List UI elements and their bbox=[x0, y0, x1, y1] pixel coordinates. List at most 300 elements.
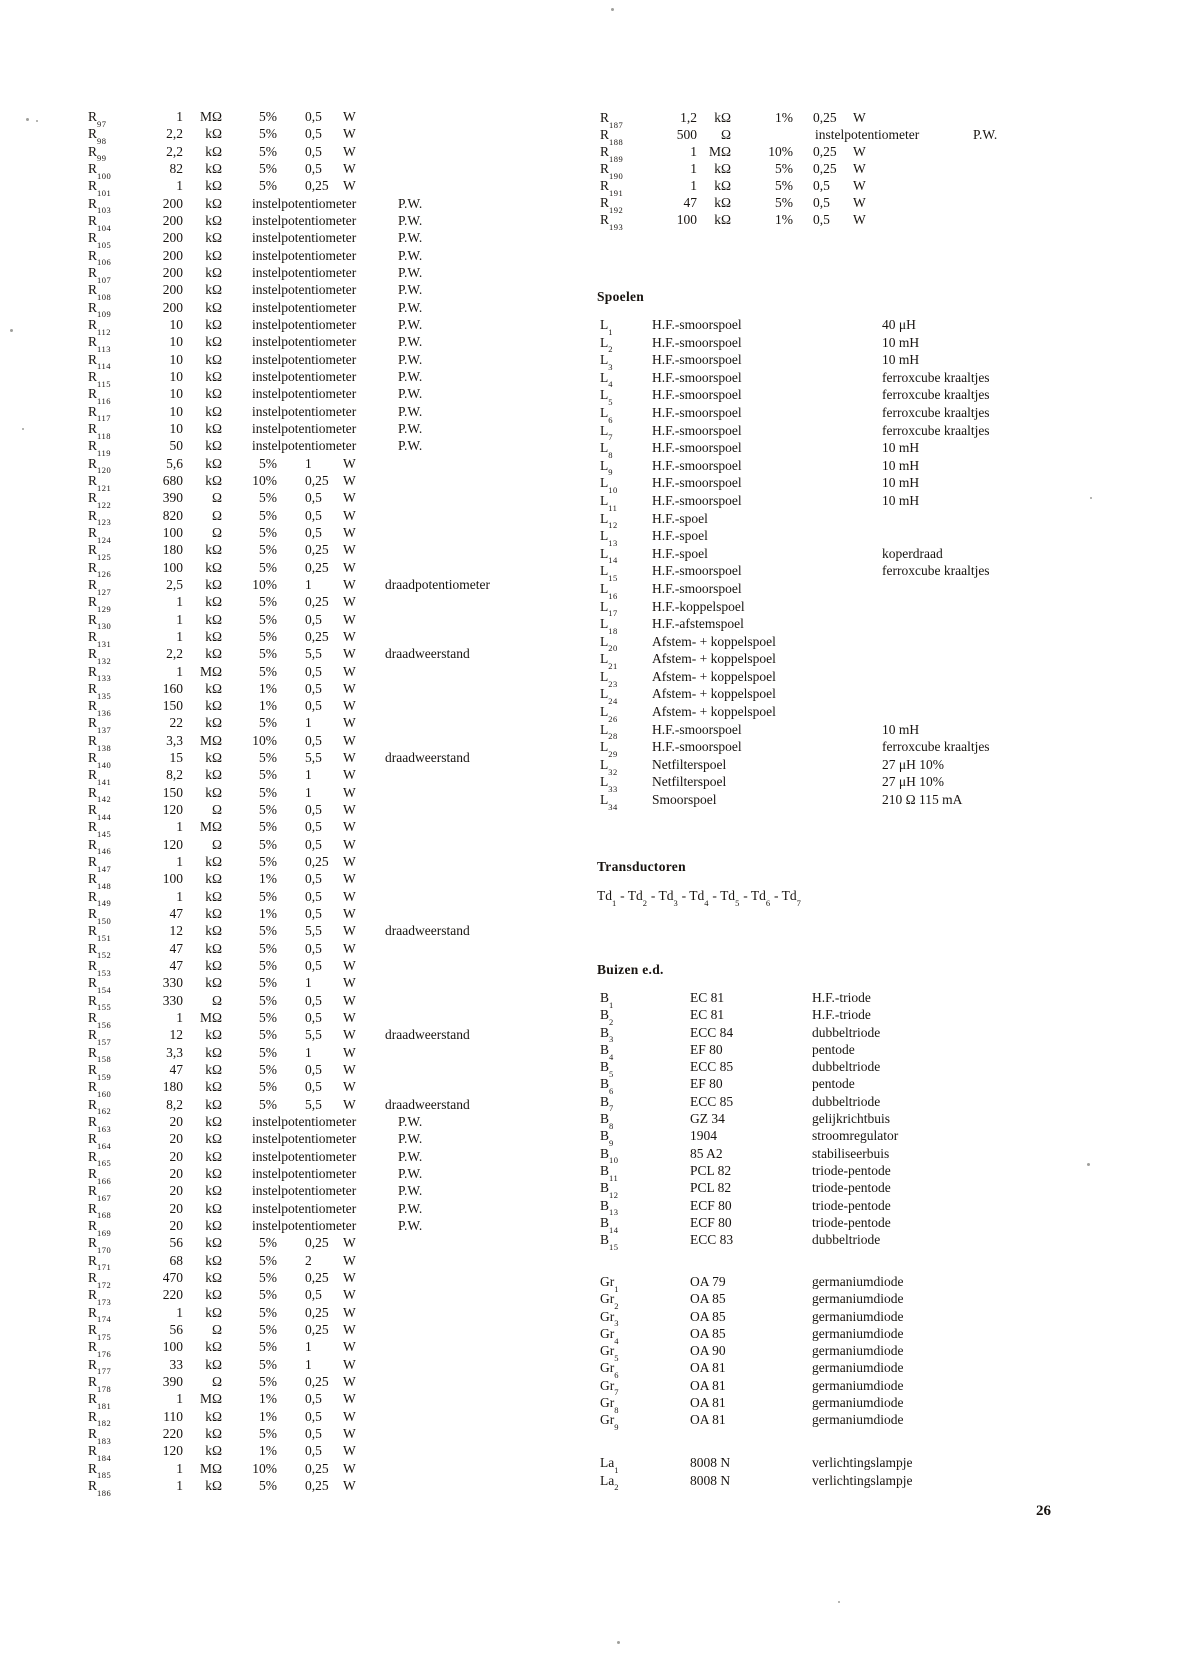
coil-ref: $L_{28}$ bbox=[600, 721, 618, 742]
resistor-note: draadweerstand bbox=[385, 750, 470, 766]
resistor-ref: $R_{148}$ bbox=[88, 871, 112, 892]
resistor-tolerance: 5% bbox=[259, 126, 277, 142]
resistor-value: 20 bbox=[169, 1183, 183, 1199]
resistor-wattage: 0,5 bbox=[813, 195, 830, 210]
resistor-wattage: 1 bbox=[305, 1044, 312, 1060]
resistor-ref: $R_{190}$ bbox=[600, 161, 624, 181]
resistor-unit: kΩ bbox=[205, 282, 222, 298]
resistor-type: instelpotentiometer bbox=[252, 247, 357, 263]
resistor-tolerance: 1% bbox=[259, 1443, 277, 1459]
resistor-watt-unit: W bbox=[343, 784, 356, 800]
resistor-wattage: 0,5 bbox=[305, 490, 322, 506]
resistor-unit: kΩ bbox=[205, 1218, 222, 1233]
resistor-ref: $R_{119}$ bbox=[88, 438, 111, 458]
coil-description: H.F.-smoorspoel bbox=[652, 580, 742, 596]
resistor-type: instelpotentiometer bbox=[252, 264, 357, 280]
resistor-ref: $R_{160}$ bbox=[88, 1079, 112, 1100]
resistor-value: 2,2 bbox=[166, 143, 183, 159]
resistor-wattage: 0,5 bbox=[305, 1408, 322, 1424]
tube-spec: triode-pentode bbox=[812, 1197, 891, 1213]
resistor-unit: MΩ bbox=[199, 1010, 222, 1026]
resistor-unit: kΩ bbox=[205, 1269, 222, 1285]
scan-speck bbox=[838, 1601, 840, 1603]
resistor-tolerance: 5% bbox=[259, 767, 277, 783]
resistor-ref: $R_{168}$ bbox=[88, 1200, 112, 1221]
resistor-watt-unit: W bbox=[343, 611, 356, 627]
resistor-ref: $R_{169}$ bbox=[88, 1218, 112, 1238]
resistor-value: 20 bbox=[169, 1114, 183, 1130]
resistor-pw: P.W. bbox=[398, 351, 423, 367]
tube-spec: pentode bbox=[812, 1076, 855, 1092]
resistor-value: 200 bbox=[162, 212, 183, 228]
resistor-wattage: 0,25 bbox=[305, 1235, 329, 1251]
resistor-pw: P.W. bbox=[398, 1183, 423, 1199]
resistor-pw: P.W. bbox=[398, 1166, 423, 1182]
resistor-watt-unit: W bbox=[343, 178, 356, 194]
tube-ref: $B_4$ bbox=[600, 1041, 614, 1062]
resistor-watt-unit: W bbox=[343, 109, 356, 124]
resistor-ref: $R_{165}$ bbox=[88, 1148, 112, 1169]
resistor-tolerance: 5% bbox=[259, 559, 277, 575]
resistor-unit: kΩ bbox=[205, 542, 222, 558]
resistor-tolerance: 5% bbox=[259, 975, 277, 991]
resistor-ref: $R_{127}$ bbox=[88, 576, 112, 597]
resistor-unit: kΩ bbox=[205, 1443, 222, 1459]
tube-description: GZ 34 bbox=[690, 1111, 725, 1127]
resistor-ref: $R_{129}$ bbox=[88, 594, 112, 614]
resistor-wattage: 0,5 bbox=[305, 1062, 322, 1078]
coil-spec: 27 μH 10% bbox=[882, 756, 944, 772]
resistor-unit: MΩ bbox=[708, 144, 731, 159]
coil-description: H.F.-smoorspoel bbox=[652, 721, 742, 737]
tube-ref: $B_6$ bbox=[600, 1076, 614, 1097]
resistor-value: 1 bbox=[690, 178, 697, 193]
resistor-pw: P.W. bbox=[398, 195, 423, 211]
resistor-ref: $R_{106}$ bbox=[88, 247, 112, 268]
resistor-watt-unit: W bbox=[343, 1477, 356, 1493]
resistor-ref: $R_{150}$ bbox=[88, 906, 112, 926]
tube-description: ECC 84 bbox=[690, 1024, 734, 1040]
resistor-unit: kΩ bbox=[205, 750, 222, 766]
diode-ref: $Gr_4$ bbox=[600, 1325, 619, 1346]
resistor-ref: $R_{154}$ bbox=[88, 975, 112, 996]
resistor-tolerance: 5% bbox=[259, 109, 277, 124]
resistor-watt-unit: W bbox=[343, 1356, 356, 1372]
tube-description: PCL 82 bbox=[690, 1162, 732, 1178]
resistor-wattage: 0,5 bbox=[305, 1287, 322, 1303]
resistor-unit: kΩ bbox=[205, 299, 222, 315]
resistor-value: 10 bbox=[169, 420, 183, 436]
resistor-wattage: 5,5 bbox=[305, 750, 322, 766]
resistor-unit: kΩ bbox=[205, 1183, 222, 1199]
resistor-pw: P.W. bbox=[398, 368, 423, 384]
resistor-value: 1 bbox=[176, 854, 183, 870]
resistor-value: 10 bbox=[169, 403, 183, 419]
resistor-unit: kΩ bbox=[714, 195, 731, 210]
resistor-value: 10 bbox=[169, 316, 183, 332]
resistor-pw: P.W. bbox=[398, 316, 423, 332]
resistor-tolerance: 5% bbox=[259, 490, 277, 506]
resistor-wattage: 0,5 bbox=[305, 680, 322, 696]
coil-ref: $L_8$ bbox=[600, 440, 613, 460]
coil-ref: $L_{29}$ bbox=[600, 739, 618, 759]
resistor-unit: kΩ bbox=[205, 1148, 222, 1164]
resistor-watt-unit: W bbox=[343, 1443, 356, 1459]
resistor-value: 200 bbox=[162, 195, 183, 211]
resistor-ref: $R_{164}$ bbox=[88, 1131, 112, 1152]
resistor-ref: $R_{107}$ bbox=[88, 264, 112, 285]
resistor-type: instelpotentiometer bbox=[252, 403, 357, 419]
diode-ref: $Gr_9$ bbox=[600, 1412, 619, 1433]
resistor-value: 1 bbox=[690, 144, 697, 159]
resistor-unit: kΩ bbox=[205, 195, 222, 211]
resistor-ref: $R_{183}$ bbox=[88, 1425, 112, 1446]
resistor-pw: P.W. bbox=[398, 420, 423, 436]
resistor-tolerance: 10% bbox=[252, 472, 277, 488]
resistor-pw: P.W. bbox=[398, 1114, 423, 1130]
resistor-watt-unit: W bbox=[343, 1235, 356, 1251]
resistor-unit: kΩ bbox=[205, 1114, 222, 1130]
resistor-tolerance: 10% bbox=[252, 576, 277, 592]
page-number: 26 bbox=[1036, 1503, 1051, 1519]
resistor-tolerance: 1% bbox=[775, 212, 793, 227]
resistor-value: 56 bbox=[169, 1235, 183, 1251]
coil-description: H.F.-smoorspoel bbox=[652, 317, 742, 332]
resistor-tolerance: 5% bbox=[259, 524, 277, 540]
resistor-type: instelpotentiometer bbox=[252, 299, 357, 315]
resistor-value: 68 bbox=[169, 1252, 183, 1268]
resistor-wattage: 0,5 bbox=[305, 1443, 322, 1459]
resistor-value: 1 bbox=[176, 594, 183, 610]
resistor-watt-unit: W bbox=[343, 1339, 356, 1355]
resistor-tolerance: 5% bbox=[259, 1235, 277, 1251]
diode-spec: germaniumdiode bbox=[812, 1395, 904, 1411]
resistor-watt-unit: W bbox=[343, 490, 356, 506]
coil-description: Afstem- + koppelspoel bbox=[652, 633, 776, 649]
resistor-wattage: 0,5 bbox=[305, 507, 322, 523]
coil-ref: $L_{15}$ bbox=[600, 563, 618, 583]
resistor-tolerance: 5% bbox=[259, 178, 277, 194]
resistor-unit: Ω bbox=[211, 507, 222, 523]
resistor-ref: $R_{125}$ bbox=[88, 542, 112, 562]
resistor-tolerance: 5% bbox=[775, 178, 793, 193]
resistor-wattage: 0,25 bbox=[305, 178, 329, 194]
resistor-value: 3,3 bbox=[166, 732, 183, 748]
resistor-wattage: 0,25 bbox=[813, 144, 837, 159]
resistor-tolerance: 5% bbox=[259, 160, 277, 176]
resistor-ref: $R_{149}$ bbox=[88, 888, 112, 909]
resistor-tolerance: 5% bbox=[259, 836, 277, 852]
resistor-watt-unit: W bbox=[343, 1321, 356, 1337]
resistor-ref: $R_{181}$ bbox=[88, 1391, 112, 1411]
tube-description: ECC 85 bbox=[690, 1093, 734, 1109]
resistor-watt-unit: W bbox=[343, 923, 356, 939]
resistor-unit: kΩ bbox=[205, 698, 222, 714]
resistor-watt-unit: W bbox=[343, 836, 356, 852]
resistor-value: 10 bbox=[169, 351, 183, 367]
resistor-watt-unit: W bbox=[343, 680, 356, 696]
resistor-wattage: 0,25 bbox=[813, 161, 837, 176]
resistor-value: 390 bbox=[162, 490, 183, 506]
resistor-type: instelpotentiometer bbox=[252, 438, 357, 454]
tube-description: EF 80 bbox=[690, 1041, 723, 1057]
resistor-unit: kΩ bbox=[205, 923, 222, 939]
resistor-unit: kΩ bbox=[205, 767, 222, 783]
section-title-buizen: Buizen e.d. bbox=[597, 962, 664, 977]
coil-ref: $L_{20}$ bbox=[600, 633, 618, 654]
resistor-value: 180 bbox=[162, 542, 183, 558]
lamp-spec: verlichtingslampje bbox=[812, 1455, 913, 1470]
resistor-ref: $R_{151}$ bbox=[88, 923, 112, 944]
coil-ref: $L_{10}$ bbox=[600, 475, 618, 496]
resistor-unit: Ω bbox=[211, 802, 222, 818]
resistor-unit: kΩ bbox=[205, 680, 222, 696]
coil-description: H.F.-smoorspoel bbox=[652, 475, 742, 491]
resistor-type: instelpotentiometer bbox=[252, 351, 357, 367]
scan-speck bbox=[617, 1641, 620, 1644]
resistor-unit: kΩ bbox=[205, 906, 222, 922]
transductor-ref: $Td_6$ bbox=[750, 888, 771, 908]
resistor-unit: kΩ bbox=[205, 1408, 222, 1424]
resistor-tolerance: 5% bbox=[259, 940, 277, 956]
resistor-watt-unit: W bbox=[343, 940, 356, 956]
resistor-ref: $R_{191}$ bbox=[600, 178, 624, 198]
resistor-value: 180 bbox=[162, 1079, 183, 1095]
resistor-unit: kΩ bbox=[205, 1477, 222, 1493]
resistor-wattage: 1 bbox=[305, 455, 312, 471]
resistor-watt-unit: W bbox=[343, 958, 356, 974]
resistor-wattage: 0,5 bbox=[305, 698, 322, 714]
coil-description: H.F.-spoel bbox=[652, 528, 708, 544]
resistor-watt-unit: W bbox=[343, 975, 356, 991]
lamp-ref: $La_1$ bbox=[600, 1455, 619, 1475]
resistor-value: 12 bbox=[169, 923, 183, 939]
resistor-ref: $R_{170}$ bbox=[88, 1235, 112, 1256]
resistor-value: 150 bbox=[162, 784, 183, 800]
resistor-type: instelpotentiometer bbox=[252, 1148, 357, 1164]
resistor-unit: Ω bbox=[720, 127, 731, 142]
tube-spec: dubbeltriode bbox=[812, 1059, 881, 1075]
resistor-ref: $R_{166}$ bbox=[88, 1166, 112, 1186]
resistor-unit: kΩ bbox=[205, 1304, 222, 1320]
resistor-unit: kΩ bbox=[205, 1356, 222, 1372]
resistor-ref: $R_{178}$ bbox=[88, 1373, 112, 1394]
coil-ref: $L_{34}$ bbox=[600, 792, 618, 812]
coil-ref: $L_{24}$ bbox=[600, 686, 618, 707]
resistor-wattage: 0,5 bbox=[305, 819, 322, 835]
resistor-wattage: 0,5 bbox=[305, 802, 322, 818]
coil-description: H.F.-afstemspoel bbox=[652, 616, 744, 632]
resistor-ref: $R_{193}$ bbox=[600, 212, 624, 232]
resistor-watt-unit: W bbox=[853, 110, 866, 125]
resistor-ref: $R_{104}$ bbox=[88, 212, 112, 233]
coil-ref: $L_7$ bbox=[600, 422, 613, 443]
resistor-tolerance: 5% bbox=[259, 646, 277, 662]
resistor-pw: P.W. bbox=[398, 299, 423, 315]
resistor-tolerance: 5% bbox=[259, 1477, 277, 1493]
resistor-tolerance: 5% bbox=[259, 1321, 277, 1337]
resistor-note: draadweerstand bbox=[385, 1096, 470, 1112]
resistor-pw: P.W. bbox=[398, 230, 423, 246]
resistor-wattage: 0,5 bbox=[305, 906, 322, 922]
resistor-value: 1 bbox=[176, 1304, 183, 1320]
resistor-wattage: 0,5 bbox=[305, 1010, 322, 1026]
resistor-ref: $R_{138}$ bbox=[88, 732, 112, 753]
tube-description: PCL 82 bbox=[690, 1180, 732, 1196]
resistor-watt-unit: W bbox=[343, 767, 356, 783]
transductor-ref: $Td_1$ bbox=[597, 888, 617, 908]
resistor-value: 3,3 bbox=[166, 1044, 183, 1060]
coil-description: Afstem- + koppelspoel bbox=[652, 668, 776, 684]
resistor-tolerance: 5% bbox=[259, 455, 277, 471]
resistor-note: draadweerstand bbox=[385, 923, 470, 939]
resistor-tolerance: 5% bbox=[259, 1062, 277, 1078]
resistor-ref: $R_{189}$ bbox=[600, 144, 624, 164]
resistor-tolerance: 10% bbox=[252, 1460, 277, 1476]
resistor-unit: kΩ bbox=[205, 472, 222, 488]
resistor-value: 220 bbox=[162, 1287, 183, 1303]
resistor-ref: $R_{115}$ bbox=[88, 368, 111, 389]
scan-speck bbox=[36, 120, 38, 122]
resistor-wattage: 0,5 bbox=[305, 1425, 322, 1441]
resistor-ref: $R_{159}$ bbox=[88, 1062, 112, 1082]
resistor-wattage: 0,5 bbox=[305, 888, 322, 904]
diode-spec: germaniumdiode bbox=[812, 1360, 904, 1376]
coil-description: H.F.-smoorspoel bbox=[652, 369, 742, 385]
resistor-wattage: 1 bbox=[305, 767, 312, 783]
diode-description: OA 81 bbox=[690, 1377, 726, 1393]
tube-description: ECC 83 bbox=[690, 1232, 734, 1248]
resistor-tolerance: 5% bbox=[259, 750, 277, 766]
resistor-ref: $R_{114}$ bbox=[88, 351, 111, 372]
coil-spec: 10 mH bbox=[882, 475, 920, 491]
coil-description: H.F.-smoorspoel bbox=[652, 492, 742, 508]
resistor-ref: $R_{109}$ bbox=[88, 299, 112, 320]
resistor-ref: $R_{112}$ bbox=[88, 316, 111, 337]
resistor-ref: $R_{122}$ bbox=[88, 490, 112, 510]
resistor-pw: P.W. bbox=[398, 438, 423, 454]
resistor-unit: MΩ bbox=[199, 732, 222, 748]
resistor-unit: kΩ bbox=[205, 334, 222, 350]
tube-spec: stabiliseerbuis bbox=[812, 1145, 890, 1161]
diode-description: OA 85 bbox=[690, 1308, 726, 1324]
tube-description: 1904 bbox=[690, 1128, 717, 1144]
resistor-tolerance: 5% bbox=[775, 161, 793, 176]
resistor-value: 100 bbox=[162, 524, 183, 540]
resistor-unit: kΩ bbox=[205, 611, 222, 627]
resistor-wattage: 0,5 bbox=[305, 958, 322, 974]
resistor-value: 5,6 bbox=[166, 455, 183, 471]
resistor-value: 82 bbox=[169, 160, 183, 176]
diode-spec: germaniumdiode bbox=[812, 1308, 904, 1324]
diode-ref: $Gr_3$ bbox=[600, 1308, 619, 1329]
resistor-tolerance: 1% bbox=[775, 110, 793, 125]
resistor-wattage: 0,25 bbox=[305, 1477, 329, 1493]
resistor-watt-unit: W bbox=[343, 507, 356, 523]
resistor-wattage: 0,5 bbox=[305, 109, 322, 124]
resistor-unit: kΩ bbox=[205, 1131, 222, 1147]
coil-description: H.F.-smoorspoel bbox=[652, 404, 742, 420]
resistor-unit: kΩ bbox=[205, 784, 222, 800]
resistor-value: 47 bbox=[169, 958, 183, 974]
resistor-ref: $R_{140}$ bbox=[88, 750, 112, 770]
resistor-ref: $R_{152}$ bbox=[88, 940, 112, 961]
tube-description: ECF 80 bbox=[690, 1197, 732, 1213]
tube-spec: H.F.-triode bbox=[812, 1007, 871, 1023]
diode-spec: germaniumdiode bbox=[812, 1412, 904, 1428]
resistor-ref: $R_{135}$ bbox=[88, 680, 112, 701]
resistor-value: 1 bbox=[176, 888, 183, 904]
resistor-tolerance: 5% bbox=[259, 784, 277, 800]
coil-description: H.F.-spoel bbox=[652, 545, 708, 561]
resistor-tolerance: 1% bbox=[259, 680, 277, 696]
coil-description: Smoorspoel bbox=[652, 792, 717, 808]
resistor-tolerance: 5% bbox=[259, 542, 277, 558]
coil-description: H.F.-smoorspoel bbox=[652, 352, 742, 368]
resistor-type: instelpotentiometer bbox=[252, 1131, 357, 1147]
resistor-ref: $R_{121}$ bbox=[88, 472, 112, 493]
resistor-type: instelpotentiometer bbox=[252, 282, 357, 298]
section-title-spoelen: Spoelen bbox=[597, 289, 645, 304]
resistor-wattage: 0,25 bbox=[305, 1373, 329, 1389]
diode-description: OA 90 bbox=[690, 1343, 726, 1359]
tube-description: EC 81 bbox=[690, 1007, 725, 1023]
resistor-ref: $R_{98}$ bbox=[88, 126, 107, 147]
resistor-wattage: 0,5 bbox=[305, 732, 322, 748]
resistor-tolerance: 5% bbox=[259, 1373, 277, 1389]
resistor-pw: P.W. bbox=[398, 282, 423, 298]
resistor-unit: kΩ bbox=[205, 438, 222, 454]
resistor-wattage: 0,5 bbox=[813, 178, 830, 193]
coil-ref: $L_{33}$ bbox=[600, 774, 618, 795]
tube-spec: H.F.-triode bbox=[812, 990, 871, 1005]
resistor-watt-unit: W bbox=[853, 195, 866, 210]
resistor-watt-unit: W bbox=[853, 161, 866, 176]
resistor-ref: $R_{145}$ bbox=[88, 819, 112, 840]
coil-description: H.F.-smoorspoel bbox=[652, 387, 742, 403]
resistor-wattage: 0,5 bbox=[305, 524, 322, 540]
resistor-watt-unit: W bbox=[343, 1391, 356, 1407]
resistor-value: 1 bbox=[176, 109, 183, 124]
resistor-value: 33 bbox=[169, 1356, 183, 1372]
resistor-unit: kΩ bbox=[205, 975, 222, 991]
resistor-wattage: 1 bbox=[305, 715, 312, 731]
resistor-tolerance: 5% bbox=[259, 594, 277, 610]
resistor-value: 50 bbox=[169, 438, 183, 454]
scan-speck bbox=[1090, 497, 1092, 499]
resistor-ref: $R_{141}$ bbox=[88, 767, 112, 788]
resistor-value: 1 bbox=[176, 1010, 183, 1026]
resistor-wattage: 1 bbox=[305, 975, 312, 991]
resistor-unit: kΩ bbox=[205, 1287, 222, 1303]
transductor-ref: $Td_4$ bbox=[689, 888, 710, 908]
resistor-tolerance: 5% bbox=[259, 923, 277, 939]
resistor-unit: kΩ bbox=[205, 178, 222, 194]
resistor-wattage: 0,25 bbox=[305, 1269, 329, 1285]
resistor-tolerance: 5% bbox=[259, 1356, 277, 1372]
resistor-value: 100 bbox=[162, 1339, 183, 1355]
resistor-ref: $R_{108}$ bbox=[88, 282, 112, 302]
tube-ref: $B_{14}$ bbox=[600, 1214, 619, 1235]
resistor-unit: kΩ bbox=[714, 178, 731, 193]
resistor-note: draadweerstand bbox=[385, 646, 470, 662]
resistor-tolerance: 1% bbox=[259, 871, 277, 887]
resistor-value: 330 bbox=[162, 975, 183, 991]
resistor-tolerance: 5% bbox=[259, 802, 277, 818]
coil-ref: $L_{18}$ bbox=[600, 616, 618, 636]
resistor-value: 20 bbox=[169, 1166, 183, 1182]
coil-spec: ferroxcube kraaltjes bbox=[882, 739, 990, 755]
